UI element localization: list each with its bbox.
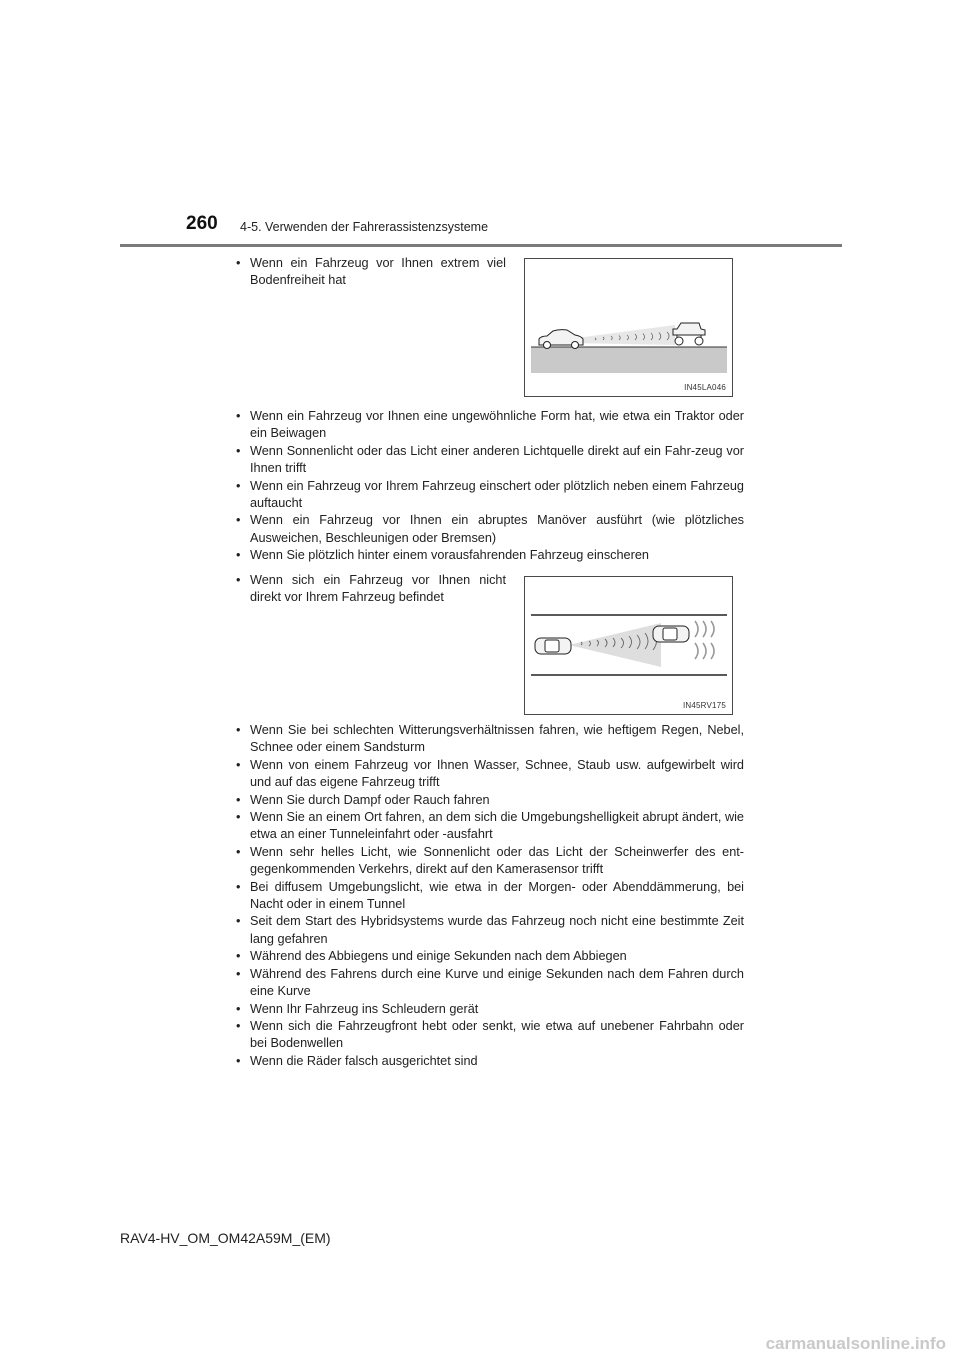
figure-code: IN45RV175: [682, 701, 726, 710]
list-item: • Wenn sich ein Fahrzeug vor Ihnen nicht direkt vor Ihrem Fahrzeug befindet: [236, 573, 506, 605]
bullet-list-1: [236, 255, 506, 290]
list-item: • Während des Abbiegens und einige Sekunden nach dem Abbiegen: [236, 949, 627, 964]
bullet-list-4: [236, 722, 744, 1070]
offset-vehicle-illustration: [525, 577, 732, 714]
list-item: • Wenn ein Fahrzeug vor Ihnen extrem viel Bodenfreiheit hat: [236, 256, 506, 288]
list-item: • Wenn Ihr Fahrzeug ins Schleudern gerät: [236, 1001, 479, 1016]
header-rule: [120, 244, 842, 247]
figure-high-clearance-vehicle: [524, 258, 733, 397]
offroad-vehicle-icon: [673, 323, 705, 345]
figure-offset-vehicle: [524, 576, 733, 715]
list-item: • Während des Fahrens durch eine Kurve und einige Sekunden nach dem Fahren durch eine Kurve: [236, 966, 744, 999]
list-item: • Bei diffusem Umgebungslicht, wie etwa in der Morgen- oder Abenddämmerung, bei Nacht oder in einem Tunnel: [236, 879, 744, 912]
list-item: • Wenn sehr helles Licht, wie Sonnenlicht oder das Licht der Scheinwerfer des ent-gegenkommenden Verkehrs, direkt auf den Kamerasensor trifft: [236, 844, 744, 877]
list-item: • Wenn die Räder falsch ausgerichtet sind: [236, 1053, 478, 1068]
list-item: • Wenn Sonnenlicht oder das Licht einer anderen Lichtquelle direkt auf ein Fahr-zeug vor Ihnen trifft: [236, 443, 744, 476]
watermark: carmanualsonline.info: [765, 1334, 946, 1353]
list-item: • Wenn Sie durch Dampf oder Rauch fahren: [236, 792, 490, 807]
document-code: RAV4-HV_OM_OM42A59M_(EM): [120, 1230, 331, 1246]
bullet-list-3: [236, 572, 506, 607]
list-item: • Wenn Sie an einem Ort fahren, an dem sich die Umgebungshelligkeit abrupt ändert, wie etwa an einer Tunneleinfahrt oder -ausfahrt: [236, 810, 744, 842]
list-item: • Wenn Sie plötzlich hinter einem vorausfahrenden Fahrzeug einscheren: [236, 548, 649, 563]
list-item: • Seit dem Start des Hybridsystems wurde das Fahrzeug noch nicht eine bestimmte Zeit lang gefahren: [236, 914, 744, 946]
ego-car-top-icon: [535, 638, 571, 654]
figure-code: IN45LA046: [684, 383, 726, 392]
list-item: • Wenn sich die Fahrzeugfront hebt oder senkt, wie etwa auf unebener Fahrbahn oder bei Bodenwellen: [236, 1018, 744, 1051]
bullet-list-2: [236, 408, 744, 565]
ego-car-icon: [539, 330, 583, 349]
page-number: 260: [186, 213, 218, 234]
list-item: • Wenn von einem Fahrzeug vor Ihnen Wasser, Schnee, Staub usw. aufgewirbelt wird und auf das eigene Fahrzeug trifft: [236, 757, 744, 790]
list-item: • Wenn ein Fahrzeug vor Ihnen ein abruptes Manöver ausführt (wie plötzliches Ausweichen, Beschleunigen oder Bremsen): [236, 513, 744, 545]
list-item: • Wenn ein Fahrzeug vor Ihnen eine ungewöhnliche Form hat, wie etwa ein Traktor oder ein Beiwagen: [236, 409, 744, 441]
leading-car-top-icon: [653, 626, 689, 642]
section-title: 4-5. Verwenden der Fahrerassistenzsysteme: [240, 220, 489, 234]
list-item: • Wenn Sie bei schlechten Witterungsverhältnissen fahren, wie heftigem Regen, Nebel, Schnee oder einem Sandsturm: [236, 723, 744, 755]
high-clearance-illustration: [525, 259, 732, 396]
list-item: • Wenn ein Fahrzeug vor Ihrem Fahrzeug einschert oder plötzlich neben einem Fahrzeug auftaucht: [236, 478, 744, 511]
